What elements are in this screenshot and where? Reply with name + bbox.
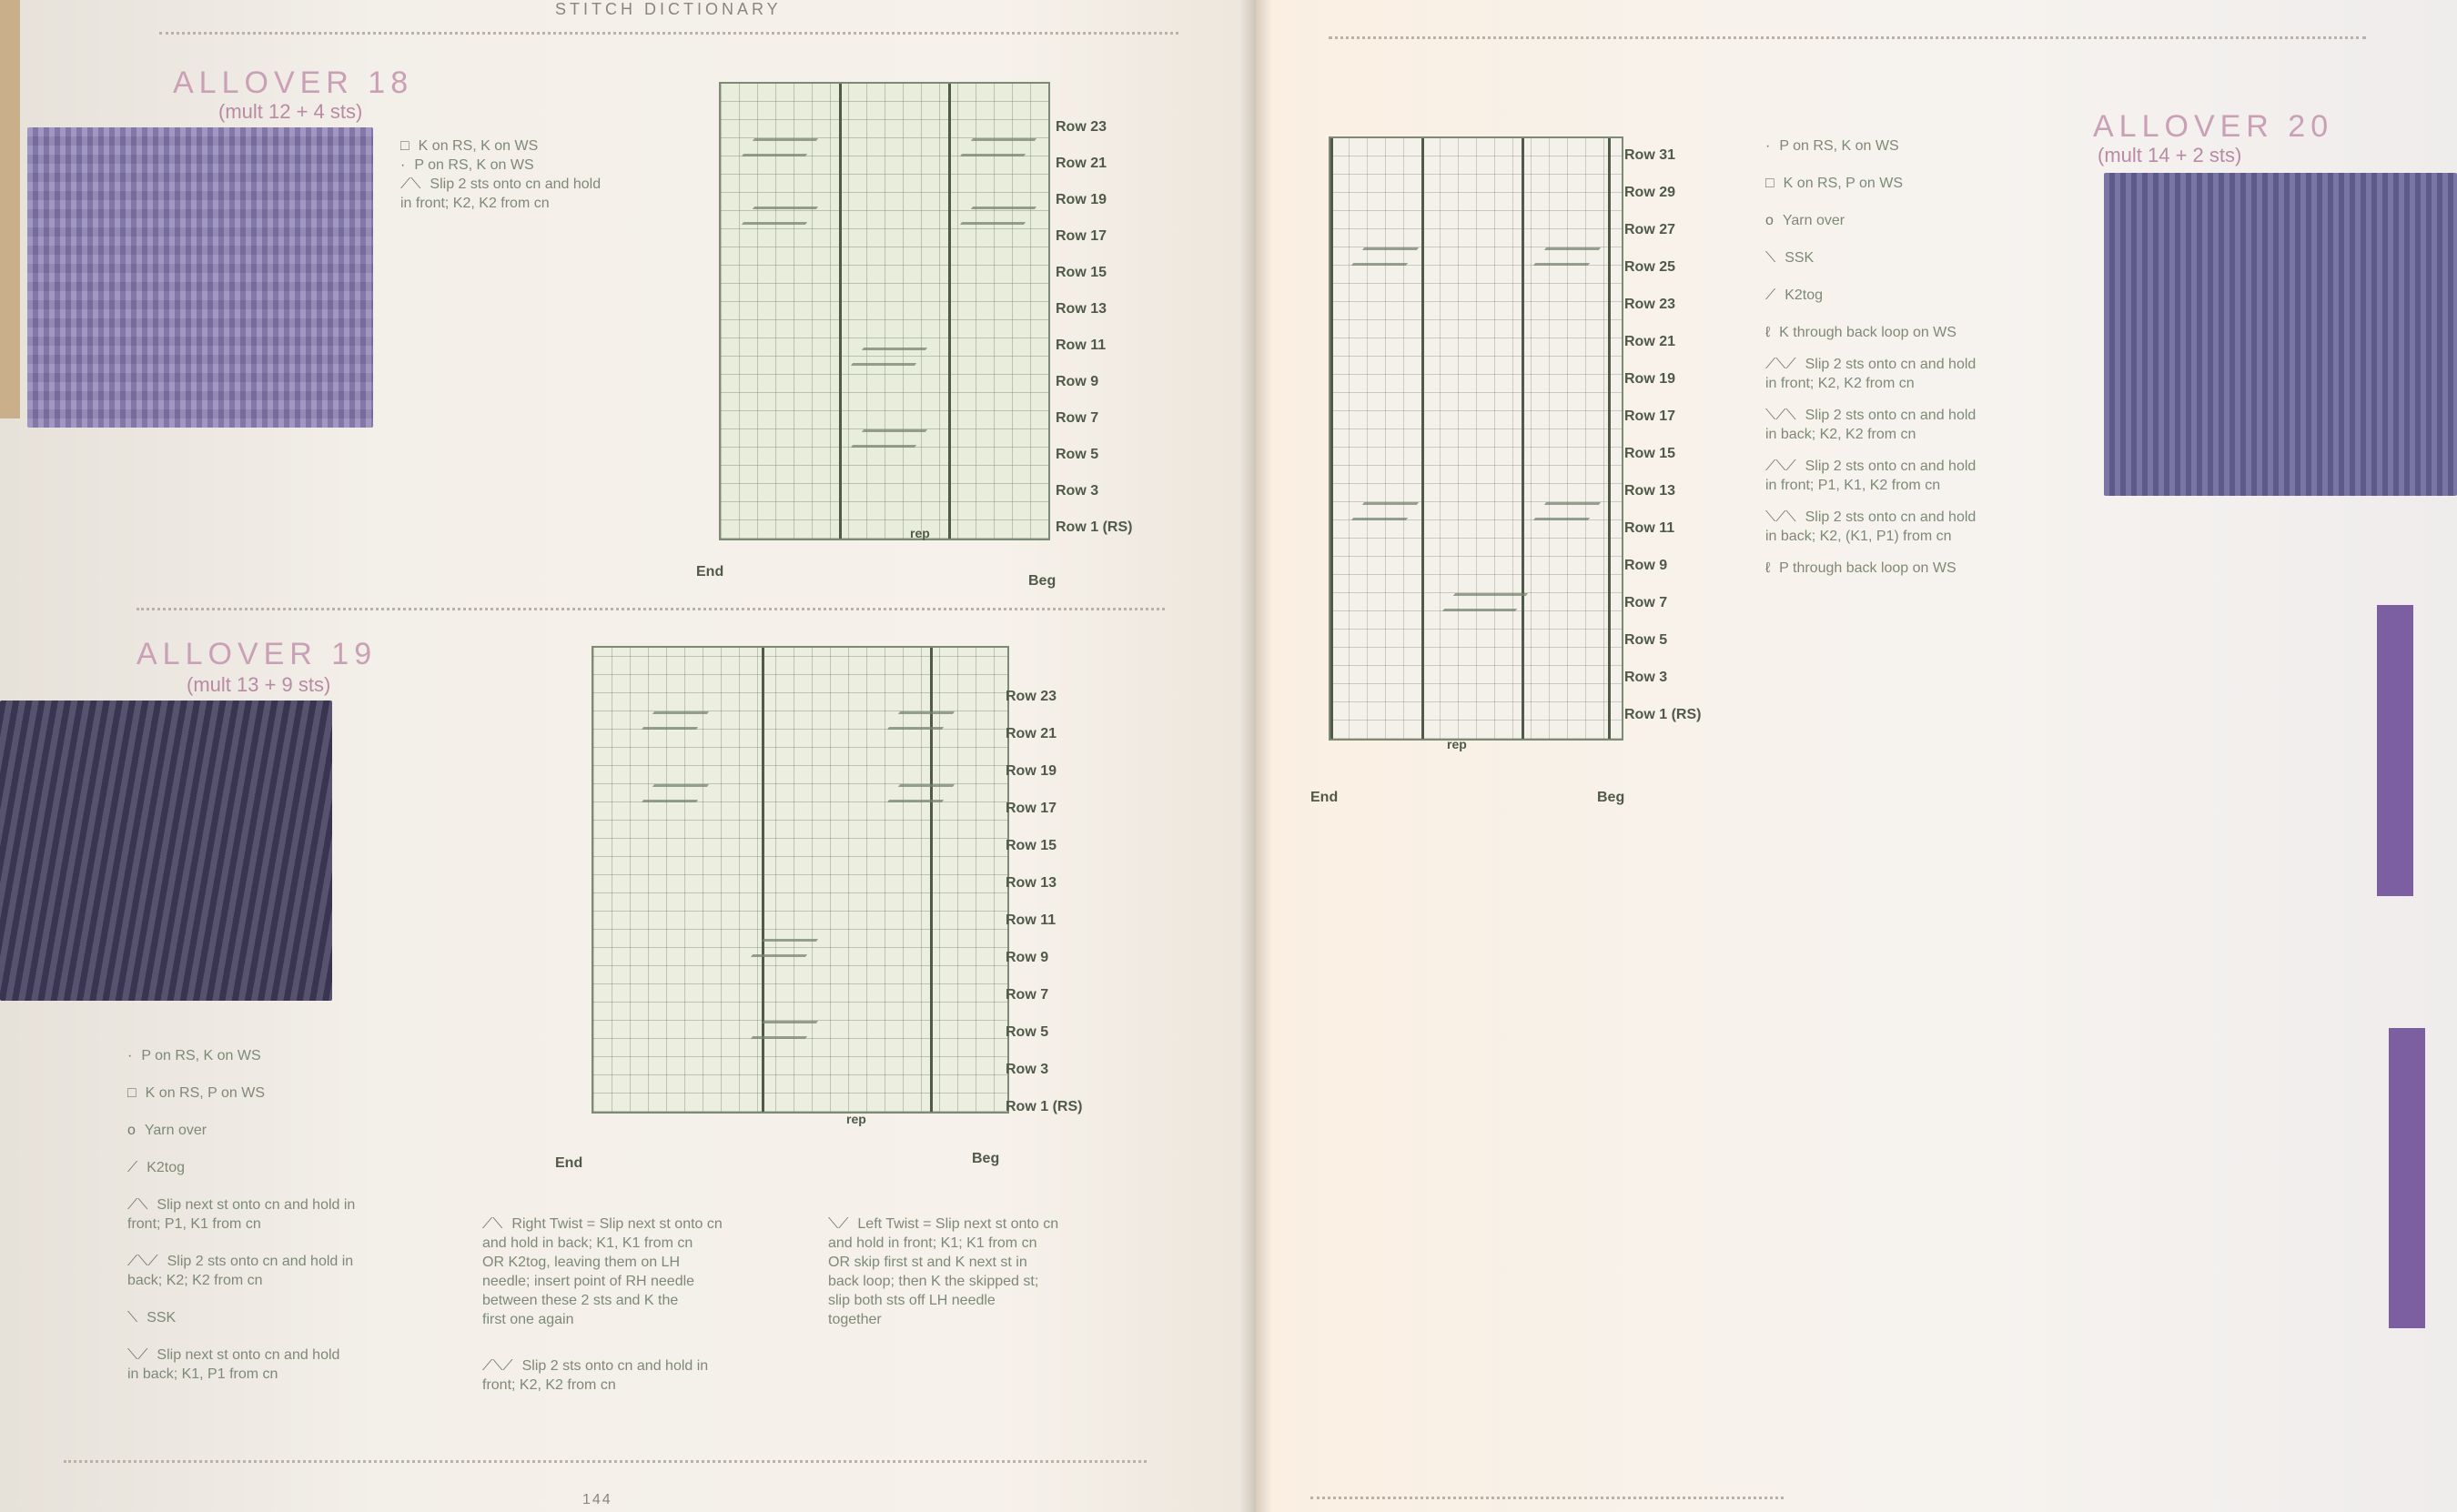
- yarn-over-icon: o: [1765, 213, 1774, 228]
- legend-item: · P on RS, K on WS: [127, 1048, 261, 1063]
- legend-item: ⟋⟍⟋ Slip 2 sts onto cn and hold in front; P1, K1, K2 from cn: [1765, 459, 1977, 493]
- cable-symbol: [887, 784, 955, 802]
- allover18-legend: [400, 136, 710, 213]
- purl-dot-icon: ·: [400, 157, 406, 173]
- allover19-beg-label: Beg: [972, 1151, 1000, 1166]
- k2tog-icon: ⟋: [1765, 287, 1776, 303]
- left-twist-icon: ⟍⟋: [828, 1216, 849, 1232]
- cable-symbol: [851, 429, 927, 448]
- page-number: 144: [582, 1492, 612, 1507]
- legend-item: ⟍⟋ Left Twist = Slip next st onto cn and hold in front; K1; K1 from cn OR skip first st and K next st in back loop; then K the skipped st; slip both sts off LH needle together: [828, 1216, 1059, 1327]
- knit-square-icon: □: [127, 1085, 136, 1101]
- legend-item: ⟍ SSK: [1765, 250, 1815, 266]
- right-page: [1256, 0, 2457, 1512]
- legend-item: o Yarn over: [127, 1123, 207, 1138]
- cable-cross-icon: ⟍⟋⟍: [1765, 509, 1796, 525]
- legend-item: ⟍⟋ Slip next st onto cn and hold in back; K1, P1 from cn: [127, 1347, 340, 1382]
- cable-symbol: [642, 711, 709, 730]
- allover19-row-labels: Row 23 Row 21 Row 19 Row 17 Row 15 Row 13 Row 11 Row 9 Row 7 Row 5 Row 3 Row 1 (RS): [1006, 689, 1083, 1114]
- allover19-swatch-photo: [0, 701, 332, 1001]
- running-header: STITCH DICTIONARY: [555, 0, 782, 18]
- cable-cross-icon: ⟋⟍⟋: [1765, 357, 1796, 372]
- top-rule: [1329, 36, 2366, 39]
- allover19-chart-grid: [592, 646, 1009, 1114]
- allover18-end-label: End: [696, 564, 724, 580]
- cable-symbol: [1533, 502, 1601, 520]
- allover18-swatch-photo: [27, 127, 373, 428]
- allover19-rep-label: rep: [846, 1112, 866, 1126]
- cable-symbol: [642, 784, 709, 802]
- legend-item: · P on RS, K on WS: [400, 157, 534, 173]
- allover18-mult: (mult 12 + 4 sts): [218, 100, 363, 123]
- cable-cross-icon: ⟍⟋: [127, 1347, 148, 1363]
- cable-cross-icon: ⟋⟍: [127, 1197, 148, 1213]
- ssk-icon: ⟍: [127, 1310, 138, 1326]
- legend-item: □ K on RS, P on WS: [127, 1085, 265, 1101]
- yarn-over-icon: o: [127, 1123, 136, 1138]
- legend-item: ⟋⟍⟋ Slip 2 sts onto cn and hold in back; K2; K2 from cn: [127, 1254, 354, 1288]
- twisted-knit-icon: ℓ: [1765, 325, 1771, 340]
- allover19-end-label: End: [555, 1155, 583, 1171]
- cable-symbol: [887, 711, 955, 730]
- book-edge: [0, 0, 20, 418]
- legend-item: ⟋⟍ Slip 2 sts onto cn and hold in front; K2, K2 from cn: [400, 176, 602, 211]
- section-rule: [136, 608, 1165, 610]
- allover18-rep-label: rep: [910, 526, 930, 540]
- legend-item: ⟋⟍ Right Twist = Slip next st onto cn and hold in back; K1, K1 from cn OR K2tog, leaving them on LH needle; insert point of RH needle between these 2 sts and K the first one again: [482, 1216, 723, 1327]
- knit-square-icon: □: [400, 138, 410, 154]
- allover20-swatch-photo: [2104, 173, 2457, 496]
- allover19-legend-col1: [127, 1046, 482, 1384]
- allover19-legend-col2: [482, 1215, 810, 1395]
- allover20-row-labels: Row 31 Row 29 Row 27 Row 25 Row 23 Row 21 Row 19 Row 17 Row 15 Row 13 Row 11 Row 9 Row 7 Row 5 Row 3 Row 1 (RS): [1624, 147, 1702, 722]
- cable-symbol: [742, 138, 818, 156]
- bottom-rule: [1310, 1497, 1784, 1499]
- knit-square-icon: □: [1765, 176, 1774, 191]
- cable-cross-icon: ⟋⟍⟋: [1765, 459, 1796, 474]
- allover19-mult: (mult 13 + 9 sts): [187, 673, 331, 696]
- allover18-chart-grid: [719, 82, 1050, 540]
- cable-symbol: [960, 207, 1036, 225]
- legend-item: ⟍⟋⟍ Slip 2 sts onto cn and hold in back; K2, (K1, P1) from cn: [1765, 509, 1977, 544]
- allover20-title: ALLOVER 20: [2093, 109, 2334, 144]
- cable-symbol: [1533, 247, 1601, 266]
- ssk-icon: ⟍: [1765, 250, 1776, 266]
- cable-symbol: [751, 1021, 818, 1039]
- legend-item: ℓ K through back loop on WS: [1765, 325, 1956, 340]
- cable-symbol: [1351, 502, 1419, 520]
- cable-cross-icon: ⟋⟍: [400, 176, 421, 192]
- allover20-mult: (mult 14 + 2 sts): [2098, 144, 2242, 166]
- legend-item: ⟋⟍⟋ Slip 2 sts onto cn and hold in front; K2, K2 from cn: [482, 1358, 709, 1393]
- allover18-row-labels: Row 23 Row 21 Row 19 Row 17 Row 15 Row 13 Row 11 Row 9 Row 7 Row 5 Row 3 Row 1 (RS): [1056, 119, 1133, 535]
- legend-item: ⟍ SSK: [127, 1310, 177, 1326]
- book-gutter: [1239, 0, 1272, 1512]
- cable-symbol: [1351, 247, 1419, 266]
- legend-item: □ K on RS, K on WS: [400, 138, 539, 154]
- legend-item: ⟍⟋⟍ Slip 2 sts onto cn and hold in back; K2, K2 from cn: [1765, 408, 1977, 442]
- right-twist-icon: ⟋⟍: [482, 1216, 503, 1232]
- allover20-end-label: End: [1310, 790, 1339, 805]
- legend-item: ⟋ K2tog: [127, 1160, 186, 1175]
- cable-symbol: [851, 348, 927, 366]
- allover20-rep-label: rep: [1447, 737, 1467, 751]
- allover20-chart-grid: [1329, 136, 1623, 741]
- top-rule: [159, 32, 1178, 35]
- next-page-swatch-edge: [2389, 1028, 2425, 1328]
- purl-dot-icon: ·: [1765, 138, 1771, 154]
- legend-item: ⟋⟍⟋ Slip 2 sts onto cn and hold in front; K2, K2 from cn: [1765, 357, 1977, 391]
- allover18-beg-label: Beg: [1028, 573, 1057, 589]
- allover19-legend-col3: [828, 1215, 1174, 1329]
- k2tog-icon: ⟋: [127, 1160, 138, 1175]
- legend-item: ⟋⟍ Slip next st onto cn and hold in front; P1, K1 from cn: [127, 1197, 356, 1232]
- allover20-legend: [1765, 136, 2129, 578]
- cable-symbol: [742, 207, 818, 225]
- allover19-title: ALLOVER 19: [136, 637, 378, 671]
- legend-item: · P on RS, K on WS: [1765, 138, 1899, 154]
- twisted-purl-icon: ℓ: [1765, 560, 1771, 576]
- cable-symbol: [1442, 593, 1528, 611]
- cable-cross-icon: ⟍⟋⟍: [1765, 408, 1796, 423]
- cable-symbol: [960, 138, 1036, 156]
- legend-item: ⟋ K2tog: [1765, 287, 1824, 303]
- next-page-swatch-edge: [2377, 605, 2413, 896]
- cable-cross-icon: ⟋⟍⟋: [127, 1254, 158, 1269]
- allover18-title: ALLOVER 18: [173, 66, 414, 100]
- legend-item: o Yarn over: [1765, 213, 1845, 228]
- allover20-beg-label: Beg: [1597, 790, 1625, 805]
- cable-symbol: [751, 939, 818, 957]
- bottom-rule: [64, 1460, 1147, 1463]
- cable-cross-icon: ⟋⟍⟋: [482, 1358, 513, 1374]
- purl-dot-icon: ·: [127, 1048, 133, 1063]
- legend-item: □ K on RS, P on WS: [1765, 176, 1903, 191]
- legend-item: ℓ P through back loop on WS: [1765, 560, 1956, 576]
